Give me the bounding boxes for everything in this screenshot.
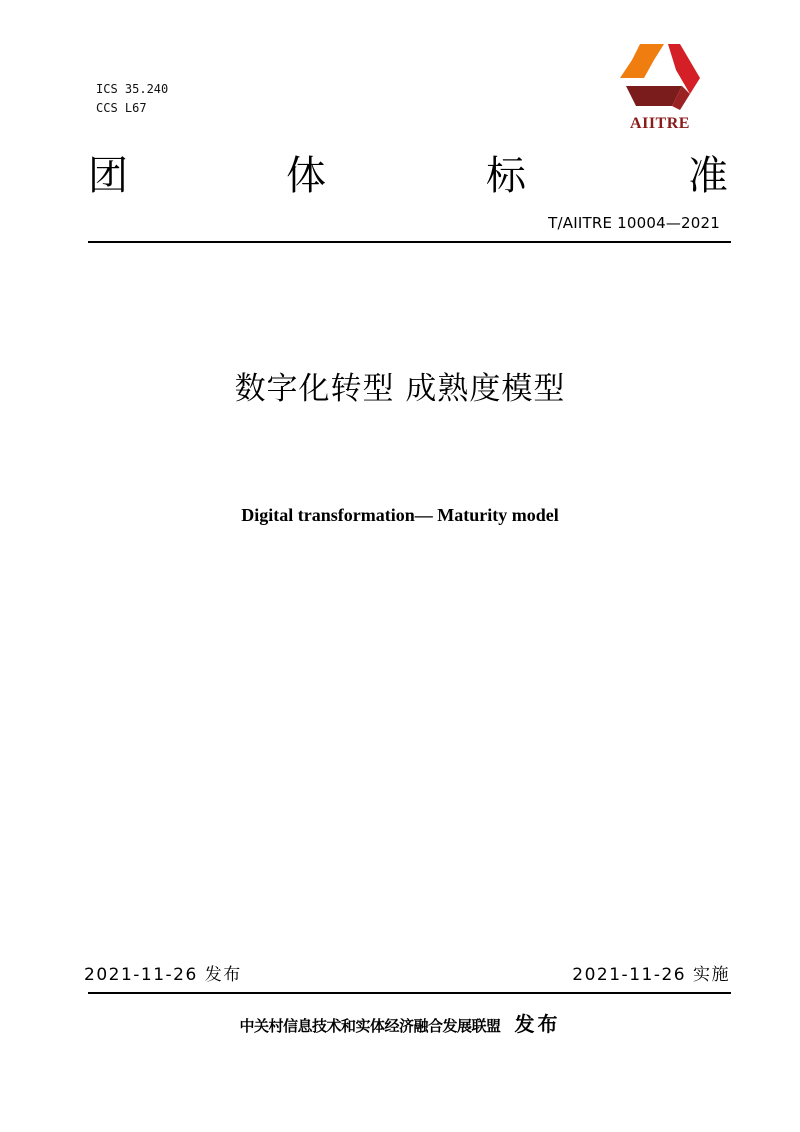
logo-text: AIITRE — [630, 115, 690, 132]
aiitre-logo-icon — [618, 42, 702, 114]
publisher-line — [0, 1008, 800, 1037]
implementation-date: 2021-11-26 实施 — [572, 965, 730, 985]
header-divider — [88, 241, 731, 243]
document-title-english: Digital transformation— Maturity model — [241, 505, 559, 525]
group-standard-heading — [88, 148, 728, 204]
heading-char: 准 — [688, 153, 728, 199]
standard-number: T/AIITRE 10004—2021 — [548, 214, 720, 232]
heading-char: 团 — [88, 153, 128, 199]
footer-divider — [88, 992, 731, 994]
aiitre-logo — [618, 42, 702, 134]
classification-codes — [96, 80, 168, 118]
heading-char: 体 — [286, 153, 326, 199]
publisher-organization: 中关村信息技术和实体经济融合发展联盟 — [239, 1017, 501, 1035]
ics-code: ICS 35.240 — [96, 82, 169, 96]
heading-char: 标 — [486, 153, 526, 199]
publisher-action: 发布 — [514, 1012, 561, 1036]
document-title-chinese: 数字化转型 成熟度模型 — [234, 371, 566, 407]
issue-date: 2021-11-26 发布 — [84, 965, 242, 985]
ccs-code: CCS L67 — [96, 101, 147, 115]
